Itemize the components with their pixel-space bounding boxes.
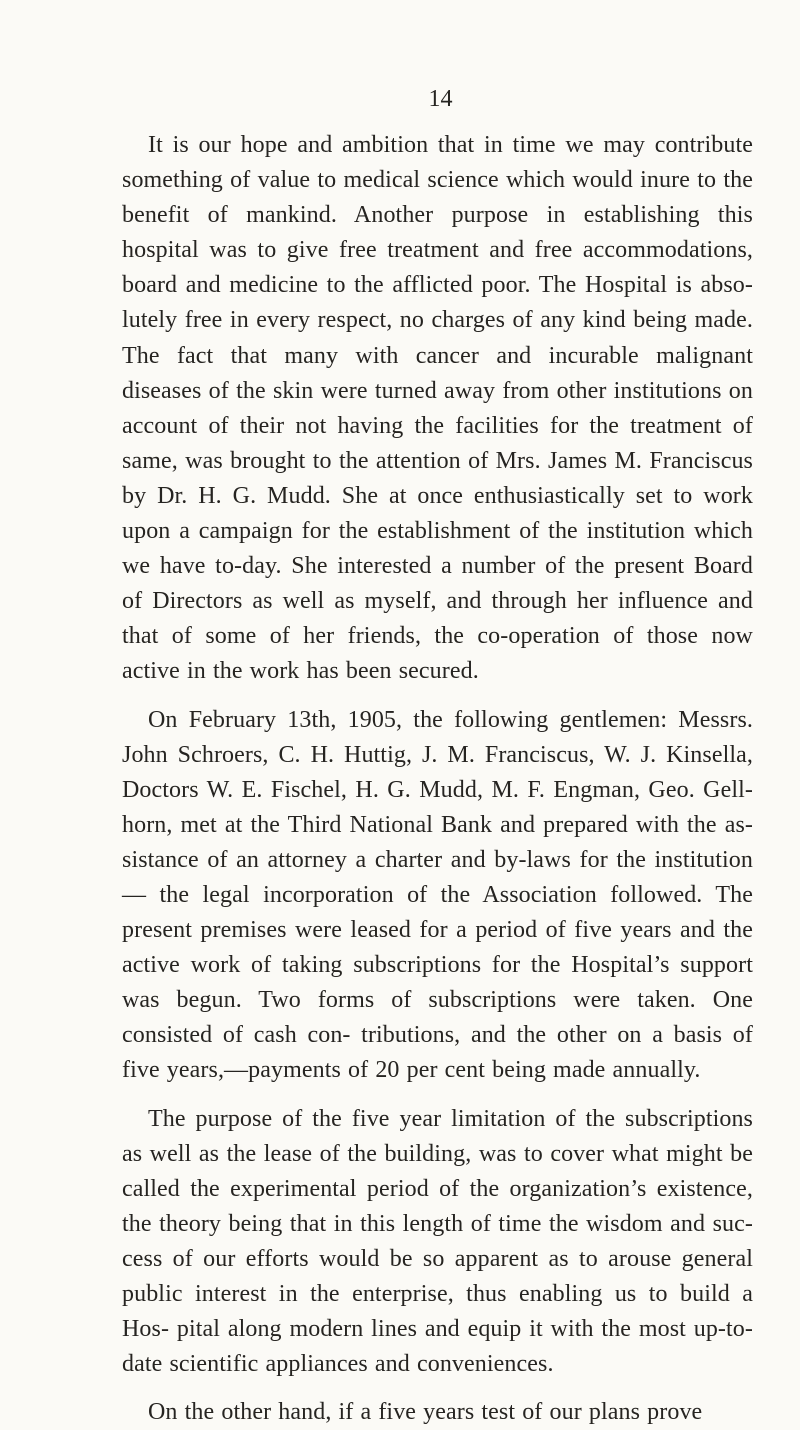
page-number: 14 (428, 86, 453, 112)
paragraph-other-hand: On the other hand, if a five years test of our plans prove (148, 1399, 703, 1426)
paragraph-five-year-limitation: The purpose of the five year limitation of the subscriptions as well as the lease of the building, was to cover what might be called the experimental period of the organization’s existence, the theory being that in this length of time the wisdom and suc- cess of our efforts would be so apparent as to arouse general public interest in the enterprise, thus enabling us to build a Hos- pital along modern lines and equip it with the most up-to-date scientific appliances and conveniences. (122, 1105, 753, 1378)
paragraph-hope-and-ambition: It is our hope and ambition that in time we may contribute something of value to medical science which would inure to the benefit of mankind. Another purpose in establishing this hospital was to give free treatment and free accommodations, board and medicine to the afflicted poor. The Hospital is abso- lutely free in every respect, no charges of any kind being made. The fact that many with cancer and incurable malignant diseases of the skin were turned away from other institutions on account of their not having the facilities for the treatment of same, was brought to the attention of Mrs. James M. Franciscus by Dr. H. G. Mudd. She at once enthusiastically set to work upon a campaign for the establishment of the institution which we have to-day. She interested a number of the present Board of Directors as well as myself, and through her influence and that of some of her friends, the co-operation of those now active in the work has been secured. (122, 132, 753, 685)
paragraph-february-meeting: On February 13th, 1905, the following gentlemen: Messrs. John Schroers, C. H. Huttig, J. M. Franciscus, W. J. Kinsella, Doctors W. E. Fischel, H. G. Mudd, M. F. Engman, Geo. Gell- horn, met at the Third National Bank and prepared with the as- sistance of an attorney a charter and by-laws for the institution— the legal incorporation of the Association followed. The present premises were leased for a period of five years and the active work of taking subscriptions for the Hospital’s support was begun. Two forms of subscriptions were taken. One consisted of cash con- tributions, and the other on a basis of five years,—payments of 20 per cent being made annually. (122, 706, 753, 1084)
